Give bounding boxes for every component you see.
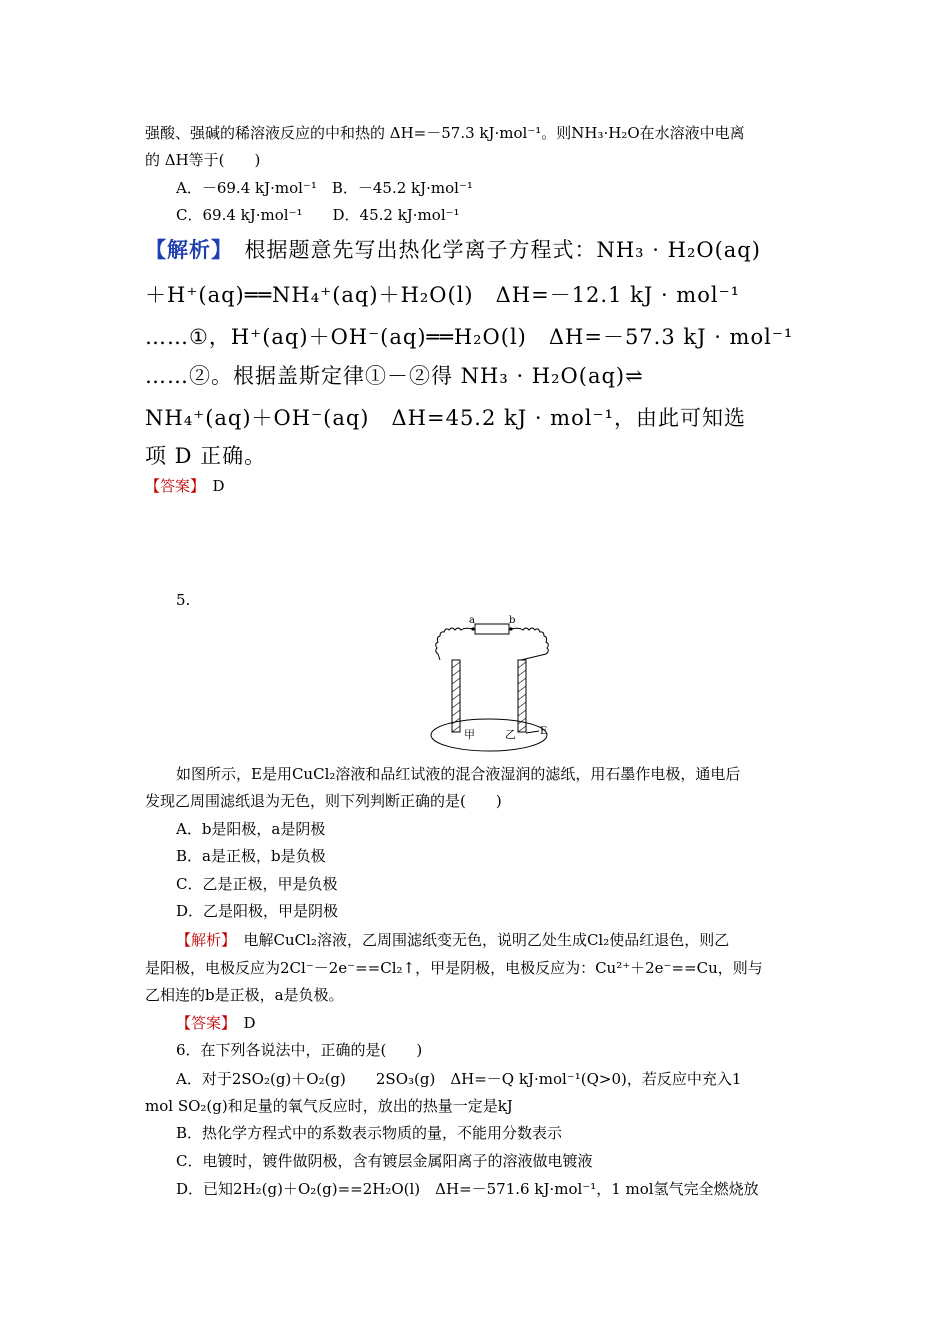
q5-answer-tag: 【答案】 (176, 1014, 229, 1032)
left-wire (436, 628, 473, 660)
label-e: E (540, 726, 548, 737)
label-yi: 乙 (505, 728, 516, 741)
q4-options-ab: A．－69.4 kJ·mol⁻¹ B．－45.2 kJ·mol⁻¹ (176, 179, 473, 197)
electrolysis-diagram (425, 612, 555, 752)
q4-stem-line-1: 强酸、强碱的稀溶液反应的中和热的 ΔH=－57.3 kJ·mol⁻¹。则NH₃·H₂O在水溶液中电离 (145, 124, 745, 142)
q4-stem-line-2: 的 ΔH等于( ) (145, 151, 261, 169)
q5-option-d: D．乙是阳极，甲是阴极 (176, 902, 339, 920)
q6-option-c: C．电镀时，镀件做阴极，含有镀层金属阳离子的溶液做电镀液 (176, 1152, 593, 1170)
q6-option-b: B．热化学方程式中的系数表示物质的量，不能用分数表示 (176, 1124, 563, 1142)
q4-analysis-line-3: ……①，H⁺(aq)＋OH⁻(aq)══H₂O(l) ΔH=－57.3 kJ · mol⁻¹ (145, 325, 794, 349)
q5-analysis-line-3: 乙相连的b是正极，a是负极。 (145, 986, 344, 1004)
q6-option-a-line-2: mol SO₂(g)和足量的氧气反应时，放出的热量一定是kJ (145, 1097, 513, 1115)
q5-analysis-tag: 【解析】 (176, 931, 229, 949)
q5-analysis-text-1: 电解CuCl₂溶液，乙周围滤纸变无色，说明乙处生成Cl₂使品红退色，则乙 (228, 931, 730, 949)
q4-analysis-text-1: 根据题意先写出热化学离子方程式：NH₃ · H₂O(aq) (222, 238, 761, 262)
q5-answer: D (228, 1014, 256, 1032)
q4-analysis-line-4: ……②。根据盖斯定律①－②得 NH₃ · H₂O(aq)⇌ (145, 364, 644, 388)
q5-stem-line-1: 如图所示，E是用CuCl₂溶液和品红试液的混合液湿润的滤纸，用石墨作电极，通电后 (176, 765, 741, 783)
q4-analysis-line-2: ＋H⁺(aq)══NH₄⁺(aq)＋H₂O(l) ΔH=－12.1 kJ · mol⁻¹ (145, 283, 741, 307)
label-b: b (509, 615, 516, 626)
q4-analysis-line-6: 项 D 正确。 (145, 444, 267, 468)
q5-stem-line-2: 发现乙周围滤纸退为无色，则下列判断正确的是( ) (145, 792, 502, 810)
resistor (475, 624, 509, 634)
label-a: a (469, 615, 475, 626)
q4-answer-tag: 【答案】 (145, 477, 198, 495)
q5-analysis-line-1 (176, 930, 729, 950)
q5-option-b: B．a是正极，b是负极 (176, 847, 326, 865)
label-jia: 甲 (464, 728, 475, 741)
q4-answer: D (197, 477, 225, 495)
q5-number: 5. (176, 591, 191, 609)
filter-paper-ellipse (431, 719, 547, 751)
q4-options-cd: C．69.4 kJ·mol⁻¹ D．45.2 kJ·mol⁻¹ (176, 206, 460, 224)
q6-option-a-line-1: A．对于2SO₂(g)＋O₂(g) 2SO₃(g) ΔH=－Q kJ·mol⁻¹(Q>0)，若反应中充入1 (176, 1070, 742, 1088)
q5-answer-line (176, 1013, 256, 1033)
q6-stem: 6．在下列各说法中，正确的是( ) (176, 1041, 423, 1059)
q6-option-d: D．已知2H₂(g)＋O₂(g)==2H₂O(l) ΔH=－571.6 kJ·mol⁻¹，1 mol氢气完全燃烧放 (176, 1180, 759, 1198)
q4-analysis-line-5: NH₄⁺(aq)＋OH⁻(aq) ΔH=45.2 kJ · mol⁻¹，由此可知选 (145, 406, 746, 430)
q5-analysis-line-2: 是阳极，电极反应为2Cl⁻－2e⁻==Cl₂↑，甲是阴极，电极反应为：Cu²⁺＋2e⁻==Cu，则与 (145, 959, 763, 977)
q4-answer-line (145, 476, 225, 496)
q4-analysis-tag: 【解析】 (145, 237, 223, 262)
q4-analysis-line-1 (145, 236, 761, 264)
right-wire (511, 628, 548, 660)
q5-option-c: C．乙是正极，甲是负极 (176, 875, 338, 893)
q5-option-a: A．b是阳极，a是阴极 (176, 820, 326, 838)
